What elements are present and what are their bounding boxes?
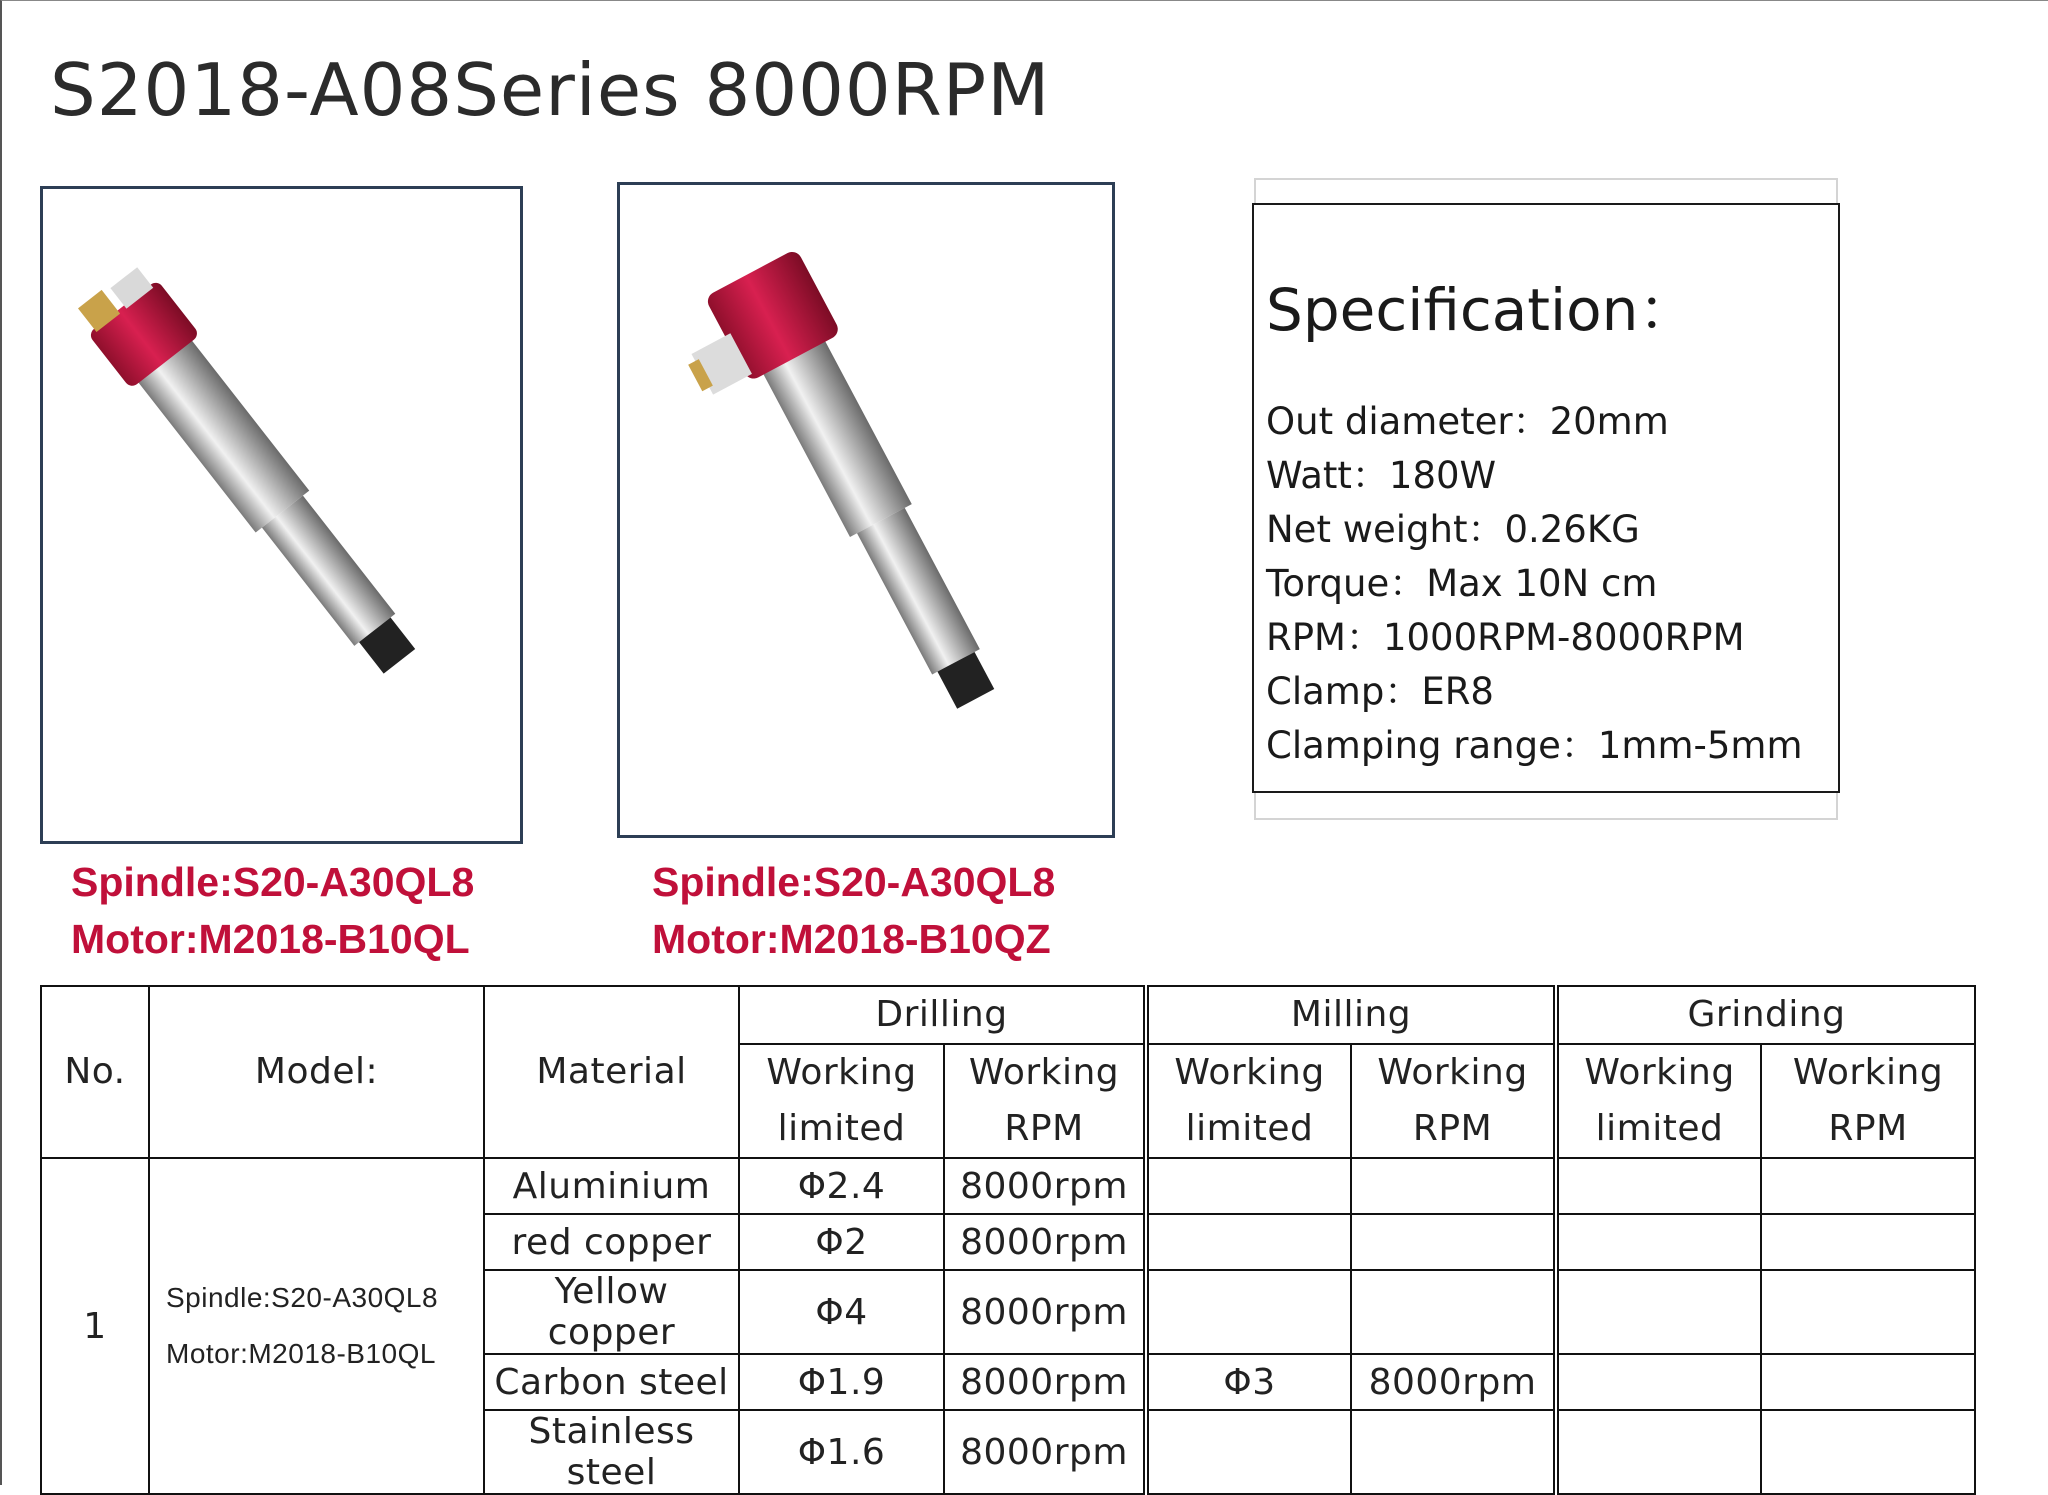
header-grind-working-limited: Working limited	[1556, 1044, 1761, 1158]
material-name: Aluminium	[484, 1158, 739, 1214]
header-grinding: Grinding	[1556, 986, 1975, 1044]
material-name: Stainless steel	[484, 1410, 739, 1494]
header-grind-working-rpm: Working RPM	[1761, 1044, 1975, 1158]
machining-performance-table	[40, 985, 1976, 1495]
drill-rpm: 8000rpm	[944, 1158, 1146, 1214]
spec-net-weight: Net weight：0.26KG	[1266, 508, 1640, 551]
drill-limit: Φ4	[739, 1270, 944, 1354]
spec-watt: Watt：180W	[1266, 454, 1497, 497]
material-name: Yellow copper	[484, 1270, 739, 1354]
header-material: Material	[484, 986, 739, 1158]
product-photo-qz	[617, 182, 1115, 838]
spec-clamping-range: Clamping range：1mm-5mm	[1266, 724, 1803, 767]
drill-limit: Φ2.4	[739, 1158, 944, 1214]
spec-clamp: Clamp：ER8	[1266, 670, 1494, 713]
product-caption-1	[71, 854, 474, 968]
spec-torque: Torque：Max 10N cm	[1266, 562, 1658, 605]
spindle-model-label: Spindle:S20-A30QL8	[652, 859, 1056, 905]
header-no: No.	[41, 986, 149, 1158]
motor-model-label: Motor:M2018-B10QL	[71, 916, 470, 962]
specification-box	[1252, 203, 1840, 793]
header-milling: Milling	[1146, 986, 1556, 1044]
mill-limit	[1146, 1410, 1351, 1494]
product-photo-ql	[40, 186, 523, 844]
row-model: Spindle:S20-A30QL8 Motor:M2018-B10QL	[149, 1158, 484, 1494]
grind-limit	[1556, 1214, 1761, 1270]
grind-rpm	[1761, 1158, 1975, 1214]
header-mill-working-limited: Working limited	[1146, 1044, 1351, 1158]
header-drilling: Drilling	[739, 986, 1146, 1044]
material-name: red copper	[484, 1214, 739, 1270]
grind-limit	[1556, 1410, 1761, 1494]
specification-title: Specification：	[1266, 276, 1697, 344]
mill-rpm	[1351, 1214, 1556, 1270]
row-number: 1	[41, 1158, 149, 1494]
grind-rpm	[1761, 1270, 1975, 1354]
header-drill-working-limited: Working limited	[739, 1044, 944, 1158]
mill-limit: Φ3	[1146, 1354, 1351, 1410]
spec-out-diameter: Out diameter：20mm	[1266, 400, 1669, 443]
spindle-model-label: Spindle:S20-A30QL8	[71, 859, 475, 905]
table-row	[41, 1158, 1975, 1214]
page-title: S2018-A08Series 8000RPM	[50, 48, 1051, 132]
drill-rpm: 8000rpm	[944, 1214, 1146, 1270]
grind-limit	[1556, 1158, 1761, 1214]
mill-limit	[1146, 1214, 1351, 1270]
spindle-illustration-ql	[43, 189, 520, 841]
spec-rpm: RPM：1000RPM-8000RPM	[1266, 616, 1745, 659]
grind-limit	[1556, 1354, 1761, 1410]
mill-limit	[1146, 1158, 1351, 1214]
grind-rpm	[1761, 1214, 1975, 1270]
product-caption-2	[652, 854, 1055, 968]
drill-rpm: 8000rpm	[944, 1354, 1146, 1410]
drill-rpm: 8000rpm	[944, 1270, 1146, 1354]
drill-limit: Φ1.6	[739, 1410, 944, 1494]
header-mill-working-rpm: Working RPM	[1351, 1044, 1556, 1158]
drill-limit: Φ2	[739, 1214, 944, 1270]
mill-rpm	[1351, 1158, 1556, 1214]
specification-list	[1266, 395, 1802, 773]
mill-limit	[1146, 1270, 1351, 1354]
header-drill-working-rpm: Working RPM	[944, 1044, 1146, 1158]
grind-rpm	[1761, 1354, 1975, 1410]
spindle-illustration-qz	[620, 185, 1112, 835]
drill-limit: Φ1.9	[739, 1354, 944, 1410]
mill-rpm: 8000rpm	[1351, 1354, 1556, 1410]
grind-limit	[1556, 1270, 1761, 1354]
header-model: Model:	[149, 986, 484, 1158]
mill-rpm	[1351, 1410, 1556, 1494]
grind-rpm	[1761, 1410, 1975, 1494]
drill-rpm: 8000rpm	[944, 1410, 1146, 1494]
material-name: Carbon steel	[484, 1354, 739, 1410]
motor-model-label: Motor:M2018-B10QZ	[652, 916, 1051, 962]
mill-rpm	[1351, 1270, 1556, 1354]
